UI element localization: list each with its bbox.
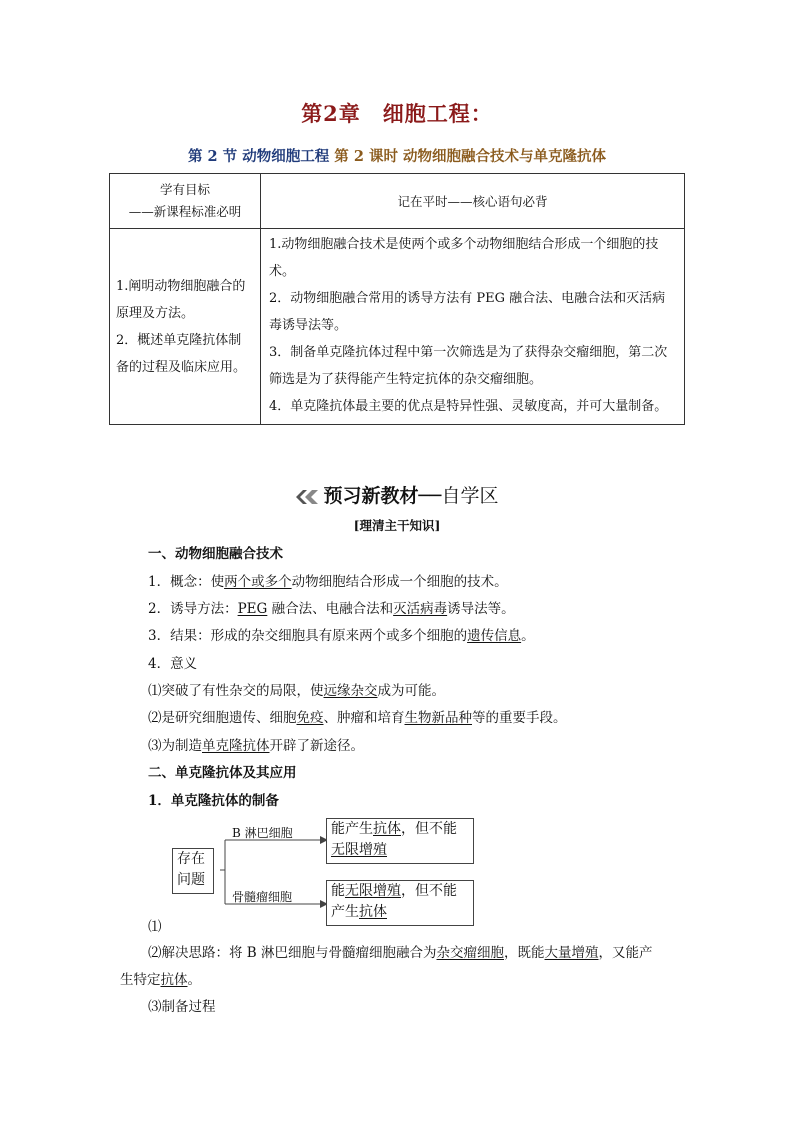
goals-header-right: 记在平时——核心语句必背: [261, 174, 685, 229]
significance-2: ⑵是研究细胞遗传、细胞免疫、肿瘤和培育生物新品种等的重要手段。: [148, 710, 567, 726]
point-2-line1: ⑵解决思路：将 B 淋巴细胞与骨髓瘤细胞融合为杂交瘤细胞，既能大量增殖，又能产: [148, 945, 653, 961]
objective-item: 1.阐明动物细胞融合的原理及方法。: [116, 278, 246, 321]
heading-cell-fusion: 一、动物细胞融合技术: [148, 546, 283, 562]
core-sentences: [261, 229, 685, 425]
goals-table: [109, 173, 685, 425]
point-1: ⑴: [148, 919, 162, 935]
item-induction: 2．诱导方法：PEG 融合法、电融合法和灭活病毒诱导法等。: [148, 601, 515, 617]
chapter-title: 第2章 细胞工程：: [301, 101, 493, 126]
core-item: 4．单克隆抗体最主要的优点是特异性强、灵敏度高，并可大量制备。: [269, 399, 668, 414]
section-banner: 预习新教材──自学区: [0, 481, 794, 508]
banner-logo-icon: [296, 490, 318, 504]
objective-item: 2．概述单克隆抗体制备的过程及临床应用。: [116, 332, 247, 375]
problem-diagram: [170, 818, 480, 928]
b-lymphocyte-label: B 淋巴细胞: [232, 826, 293, 840]
section-name: 第 2 节 动物细胞工程: [187, 148, 335, 165]
core-item: 3．制备单克隆抗体过程中第一次筛选是为了获得杂交瘤细胞，第二次筛选是为了获得能产生特定抗体的杂交瘤细胞。: [269, 345, 668, 387]
lesson-name: 第 2 课时 动物细胞融合技术与单克隆抗体: [334, 148, 606, 165]
subheading-preparation: 1．单克隆抗体的制备: [148, 793, 279, 809]
learning-objectives: [110, 229, 261, 425]
point-2-line2: 生特定抗体。: [120, 972, 201, 988]
section-title: [0, 145, 794, 166]
point-3: ⑶制备过程: [148, 999, 216, 1015]
item-concept: 1．概念：使两个或多个动物细胞结合形成一个细胞的技术。: [148, 574, 508, 590]
b-lymphocyte-trait-box: 能产生抗体，但不能 无限增殖: [326, 818, 474, 864]
core-item: 2．动物细胞融合常用的诱导方法有 PEG 融合法、电融合法和灭活病毒诱导法等。: [269, 291, 666, 333]
significance-3: ⑶为制造单克隆抗体开辟了新途径。: [148, 738, 364, 754]
heading-monoclonal: 二、单克隆抗体及其应用: [148, 765, 297, 781]
item-result: 3．结果：形成的杂交细胞具有原来两个或多个细胞的遗传信息。: [148, 628, 535, 644]
problem-box: 存在问题: [172, 848, 214, 894]
item-significance: 4．意义: [148, 656, 198, 672]
knowledge-subheading: [理清主干知识]: [353, 518, 441, 533]
myeloma-label: 骨髓瘤细胞: [232, 890, 293, 904]
goals-header-left: 学有目标 ——新课程标准必明: [110, 174, 261, 229]
significance-1: ⑴突破了有性杂交的局限，使远缘杂交成为可能。: [148, 683, 445, 699]
core-item: 1.动物细胞融合技术是使两个或多个动物细胞结合形成一个细胞的技术。: [269, 237, 659, 279]
myeloma-trait-box: 能无限增殖，但不能 产生抗体: [326, 880, 474, 926]
